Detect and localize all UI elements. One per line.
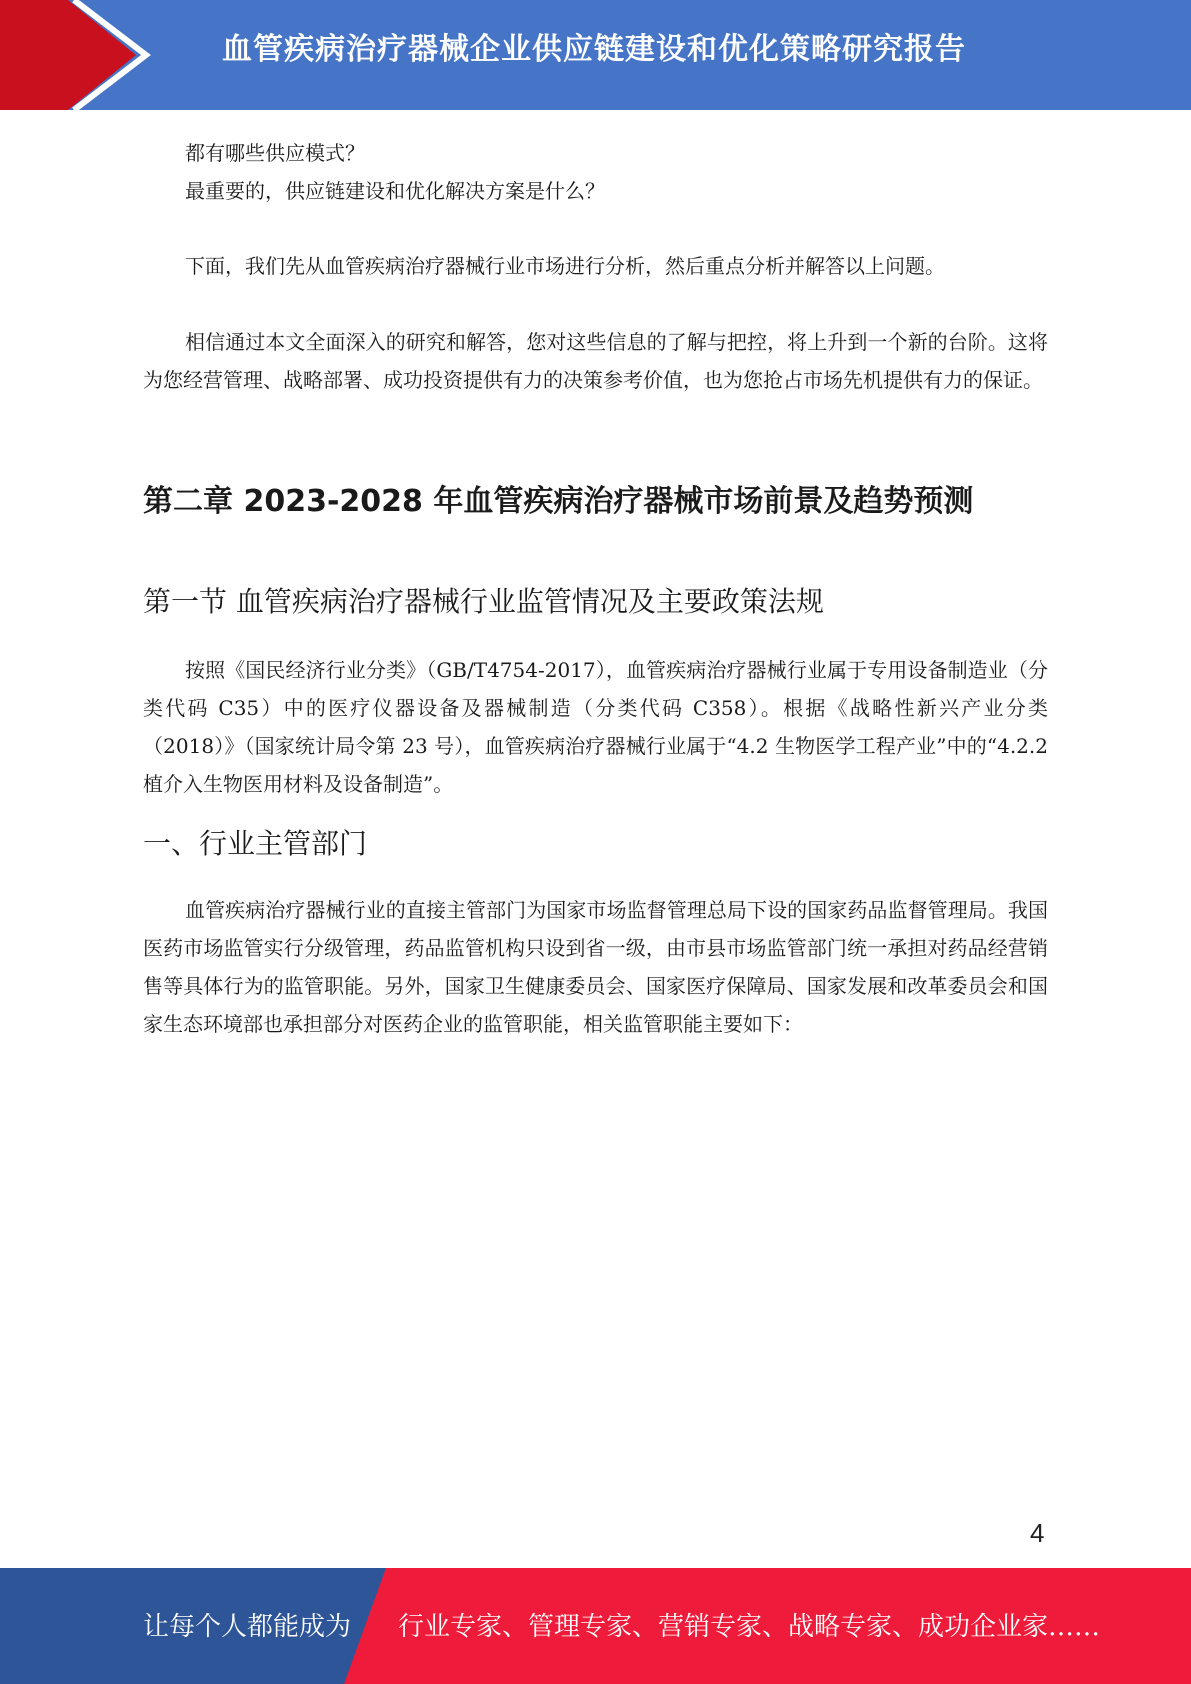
intro-block (143, 134, 1048, 210)
intro-paragraph-1: 下面，我们先从血管疾病治疗器械行业市场进行分析，然后重点分析并解答以上问题。 (185, 254, 945, 278)
report-title: 血管疾病治疗器械企业供应链建设和优化策略研究报告 (222, 32, 966, 67)
subsection-paragraph: 血管疾病治疗器械行业的直接主管部门为国家市场监督管理总局下设的国家药品监督管理局。我国医药市场监管实行分级管理，药品监管机构只设到省一级，由市县市场监管部门统一承担对药品经营销售等具体行为的监管职能。另外，国家卫生健康委员会、国家医疗保障局、国家发展和改革委员会和国家生态环境部也承担部分对医药企业的监管职能，相关监管职能主要如下： (143, 898, 1048, 1036)
section-paragraph-block (143, 651, 1048, 803)
footer-slogan-left: 让每个人都能成为 (143, 1612, 352, 1642)
intro-paragraph-2: 相信通过本文全面深入的研究和解答，您对这些信息的了解与把控，将上升到一个新的台阶。这将为您经营管理、战略部署、成功投资提供有力的决策参考价值，也为您抢占市场先机提供有力的保证。 (143, 330, 1048, 392)
intro-question-1: 都有哪些供应模式？ (185, 141, 365, 165)
footer-banner (0, 1568, 1191, 1684)
chapter-heading: 第二章 2023-2028 年血管疾病治疗器械市场前景及趋势预测 (143, 484, 974, 519)
page-number: 4 (1030, 1518, 1045, 1548)
footer-slogan-right: 行业专家、管理专家、营销专家、战略专家、成功企业家…… (398, 1612, 1101, 1642)
intro-paragraph-1-block (143, 247, 1048, 285)
subsection-heading: 一、行业主管部门 (143, 827, 368, 860)
header-banner (0, 0, 1191, 110)
subsection-paragraph-block (143, 891, 1048, 1043)
section-paragraph: 按照《国民经济行业分类》（GB/T4754-2017），血管疾病治疗器械行业属于专用设备制造业（分类代码 C35）中的医疗仪器设备及器械制造（分类代码 C358）。根据《战略性新兴产业分类（2018）》（国家统计局令第 23 号），血管疾病治疗器械行业属于“4.2 生物医学工程产业”中的“4.2.2 植介入生物医用材料及设备制造”。 (143, 658, 1048, 796)
header-chevron-decoration (0, 0, 160, 110)
header-red-chevron (0, 0, 136, 110)
section-heading: 第一节 血管疾病治疗器械行业监管情况及主要政策法规 (143, 585, 824, 618)
intro-question-2: 最重要的，供应链建设和优化解决方案是什么？ (185, 179, 605, 203)
intro-paragraph-2-block (143, 323, 1048, 399)
